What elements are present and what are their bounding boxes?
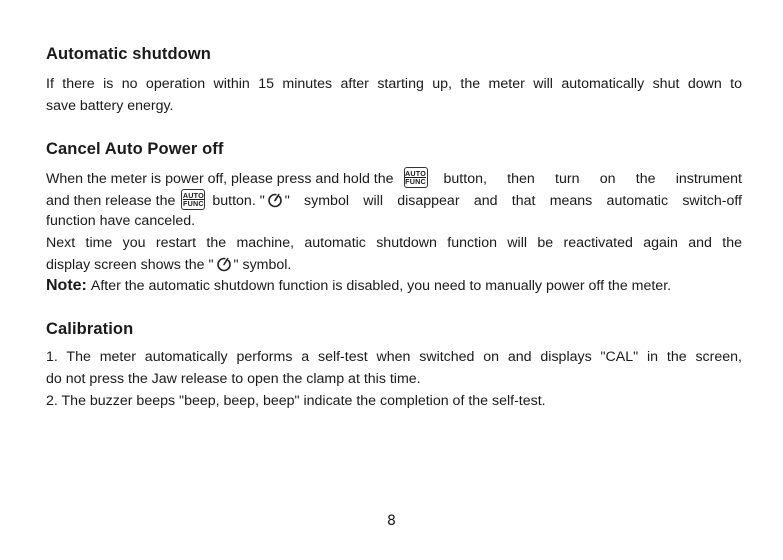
auto-power-off-icon bbox=[216, 256, 232, 272]
shutdown-paragraph-line-1: If there is no operation within 15 minutes after starting up, the meter will automatically shut down to bbox=[46, 76, 742, 92]
cancel-paragraph-line-3: function have canceled. bbox=[46, 213, 196, 229]
cancel-line-5-part-a: display screen shows the " bbox=[46, 257, 214, 273]
cancel-line-2-part-a: and then release the bbox=[46, 192, 176, 209]
calibration-item-1-line-2: do not press the Jaw release to open the clamp at this time. bbox=[46, 371, 421, 387]
cancel-paragraph-line-2 bbox=[46, 190, 742, 211]
note-label: Note: bbox=[46, 277, 87, 294]
cancel-paragraph-line-1 bbox=[46, 168, 742, 189]
cancel-line-1-part-a: When the meter is power off, please press and hold the bbox=[46, 170, 394, 187]
cancel-auto-power-off-heading: Cancel Auto Power off bbox=[46, 140, 224, 158]
note-line bbox=[46, 277, 671, 295]
auto-func-button-icon bbox=[404, 167, 428, 188]
calibration-heading: Calibration bbox=[46, 320, 134, 338]
cancel-line-5-part-b: " symbol. bbox=[233, 257, 292, 273]
cancel-line-1-part-b: button, then turn on the instrument bbox=[443, 170, 742, 187]
auto-func-button-icon bbox=[181, 189, 205, 210]
auto-func-icon-top-label: AUTO bbox=[182, 190, 204, 200]
calibration-item-2: 2. The buzzer beeps "beep, beep, beep" indicate the completion of the self-test. bbox=[46, 393, 546, 409]
auto-func-icon-bottom-label: FUNC bbox=[182, 198, 204, 208]
auto-func-icon-top-label: AUTO bbox=[405, 168, 427, 178]
automatic-shutdown-heading: Automatic shutdown bbox=[46, 45, 211, 63]
auto-power-off-icon bbox=[267, 192, 283, 208]
cancel-line-2-part-b: button. " bbox=[212, 192, 265, 209]
calibration-item-1-line-1: 1. The meter automatically performs a self-test when switched on and displays "CAL" in the screen, bbox=[46, 349, 742, 365]
auto-func-icon-bottom-label: FUNC bbox=[405, 176, 426, 186]
cancel-line-2-part-c: " symbol will disappear and that means automatic switch-off bbox=[284, 192, 742, 209]
shutdown-paragraph-line-2: save battery energy. bbox=[46, 98, 174, 114]
cancel-paragraph-line-4: Next time you restart the machine, automatic shutdown function will be reactivated again and the bbox=[46, 235, 742, 251]
cancel-paragraph-line-5 bbox=[46, 256, 291, 274]
page-number: 8 bbox=[387, 513, 396, 529]
note-text: After the automatic shutdown function is disabled, you need to manually power off the meter. bbox=[90, 278, 672, 294]
